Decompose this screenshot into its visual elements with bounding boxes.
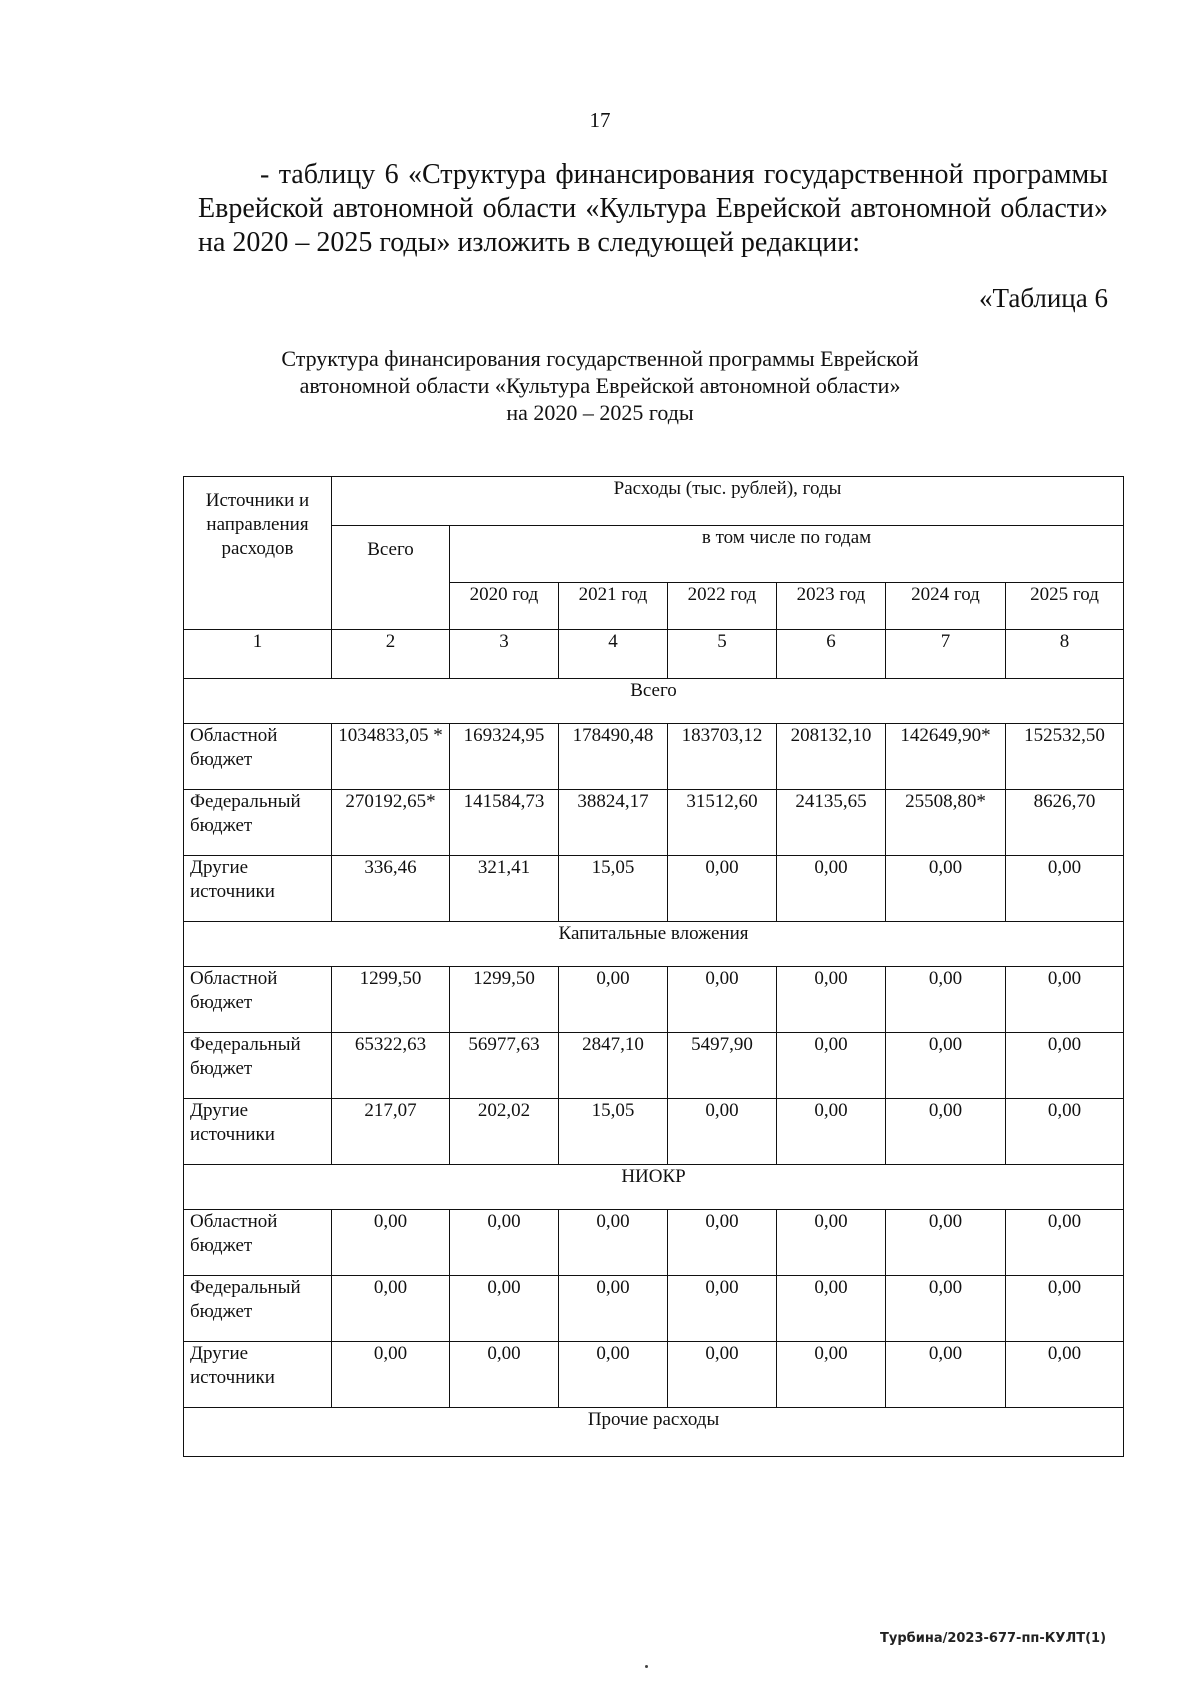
row-source: Другие источники [184, 856, 332, 922]
header-year: 2024 год [886, 583, 1006, 630]
column-number: 4 [559, 630, 668, 679]
document-code: Турбина/2023-677-пп-КУЛТ(1) [880, 1631, 1107, 1646]
row-value: 0,00 [777, 967, 886, 1033]
row-value: 25508,80* [886, 790, 1006, 856]
row-value: 24135,65 [777, 790, 886, 856]
row-value: 1299,50 [332, 967, 450, 1033]
row-value: 0,00 [668, 1342, 777, 1408]
header-year: 2025 год [1006, 583, 1124, 630]
row-value: 15,05 [559, 856, 668, 922]
page-number: 17 [589, 108, 611, 132]
row-value: 0,00 [332, 1210, 450, 1276]
row-value: 0,00 [886, 1099, 1006, 1165]
row-value: 0,00 [777, 1210, 886, 1276]
intro-paragraph [198, 158, 1108, 260]
row-value: 270192,65* [332, 790, 450, 856]
row-value: 141584,73 [450, 790, 559, 856]
row-value: 2847,10 [559, 1033, 668, 1099]
table-row [184, 967, 1124, 1033]
row-value: 0,00 [886, 856, 1006, 922]
row-value: 183703,12 [668, 724, 777, 790]
row-value: 0,00 [886, 967, 1006, 1033]
row-value: 0,00 [1006, 1099, 1124, 1165]
section-title: НИОКР [184, 1165, 1124, 1210]
table-title-line-1: Структура финансирования государственной программы Еврейской [281, 346, 919, 371]
table-label: «Таблица 6 [979, 283, 1108, 313]
row-value: 0,00 [450, 1210, 559, 1276]
section-row [184, 1165, 1124, 1210]
header-year: 2022 год [668, 583, 777, 630]
row-value: 0,00 [1006, 1210, 1124, 1276]
row-value: 1034833,05 * [332, 724, 450, 790]
row-source: Федеральный бюджет [184, 1033, 332, 1099]
header-sources: Источники и направления расходов [184, 477, 332, 630]
page-dot [645, 1665, 648, 1668]
row-value: 0,00 [668, 967, 777, 1033]
column-number: 6 [777, 630, 886, 679]
row-value: 0,00 [777, 1099, 886, 1165]
row-source: Другие источники [184, 1342, 332, 1408]
table-row [184, 724, 1124, 790]
row-value: 0,00 [1006, 1276, 1124, 1342]
row-value: 0,00 [668, 856, 777, 922]
row-value: 0,00 [668, 1276, 777, 1342]
row-value: 0,00 [886, 1342, 1006, 1408]
row-value: 0,00 [332, 1276, 450, 1342]
header-by-years: в том числе по годам [450, 526, 1124, 583]
section-title: Капитальные вложения [184, 922, 1124, 967]
row-value: 56977,63 [450, 1033, 559, 1099]
column-number: 5 [668, 630, 777, 679]
column-number: 1 [184, 630, 332, 679]
row-source: Областной бюджет [184, 967, 332, 1033]
row-value: 0,00 [559, 1342, 668, 1408]
row-value: 217,07 [332, 1099, 450, 1165]
row-value: 38824,17 [559, 790, 668, 856]
column-number: 7 [886, 630, 1006, 679]
header-year: 2020 год [450, 583, 559, 630]
row-value: 0,00 [777, 1342, 886, 1408]
section-title: Всего [184, 679, 1124, 724]
row-value: 5497,90 [668, 1033, 777, 1099]
row-value: 178490,48 [559, 724, 668, 790]
row-value: 0,00 [777, 1033, 886, 1099]
row-value: 142649,90* [886, 724, 1006, 790]
row-value: 15,05 [559, 1099, 668, 1165]
table-row [184, 790, 1124, 856]
row-value: 0,00 [1006, 1033, 1124, 1099]
table-row [184, 1276, 1124, 1342]
row-value: 152532,50 [1006, 724, 1124, 790]
table-row [184, 1210, 1124, 1276]
row-value: 0,00 [332, 1342, 450, 1408]
row-value: 0,00 [559, 1210, 668, 1276]
row-value: 0,00 [1006, 856, 1124, 922]
row-value: 0,00 [668, 1099, 777, 1165]
row-value: 0,00 [1006, 1342, 1124, 1408]
row-value: 0,00 [886, 1210, 1006, 1276]
row-source: Областной бюджет [184, 724, 332, 790]
row-value: 202,02 [450, 1099, 559, 1165]
table-title [250, 345, 950, 426]
row-value: 336,46 [332, 856, 450, 922]
row-value: 0,00 [886, 1033, 1006, 1099]
row-value: 1299,50 [450, 967, 559, 1033]
table-row [184, 1099, 1124, 1165]
row-value: 0,00 [450, 1276, 559, 1342]
header-expenses: Расходы (тыс. рублей), годы [332, 477, 1124, 526]
intro-text: - таблицу 6 «Структура финансирования государственной программы Еврейской автономной области «Культура Еврейской автономной области» на 2020 – 2025 годы» изложить в следующей редакции: [198, 159, 1108, 258]
financing-table [183, 476, 1124, 1457]
section-row [184, 922, 1124, 967]
row-value: 0,00 [450, 1342, 559, 1408]
table-row [184, 1033, 1124, 1099]
row-value: 0,00 [1006, 967, 1124, 1033]
row-value: 0,00 [559, 1276, 668, 1342]
row-value: 208132,10 [777, 724, 886, 790]
row-value: 169324,95 [450, 724, 559, 790]
row-value: 0,00 [777, 1276, 886, 1342]
section-row [184, 1408, 1124, 1457]
row-value: 0,00 [668, 1210, 777, 1276]
header-total: Всего [332, 526, 450, 630]
row-source: Федеральный бюджет [184, 1276, 332, 1342]
table-row [184, 856, 1124, 922]
table-title-line-2: автономной области «Культура Еврейской автономной области» [299, 373, 901, 398]
column-number: 2 [332, 630, 450, 679]
row-value: 65322,63 [332, 1033, 450, 1099]
row-source: Другие источники [184, 1099, 332, 1165]
table-row [184, 1342, 1124, 1408]
row-source: Областной бюджет [184, 1210, 332, 1276]
row-value: 31512,60 [668, 790, 777, 856]
table-title-line-3: на 2020 – 2025 годы [506, 400, 694, 425]
row-value: 8626,70 [1006, 790, 1124, 856]
section-row [184, 679, 1124, 724]
row-value: 321,41 [450, 856, 559, 922]
row-value: 0,00 [777, 856, 886, 922]
column-number: 3 [450, 630, 559, 679]
row-value: 0,00 [886, 1276, 1006, 1342]
column-number: 8 [1006, 630, 1124, 679]
row-value: 0,00 [559, 967, 668, 1033]
header-year: 2021 год [559, 583, 668, 630]
row-source: Федеральный бюджет [184, 790, 332, 856]
header-year: 2023 год [777, 583, 886, 630]
section-title: Прочие расходы [184, 1408, 1124, 1457]
